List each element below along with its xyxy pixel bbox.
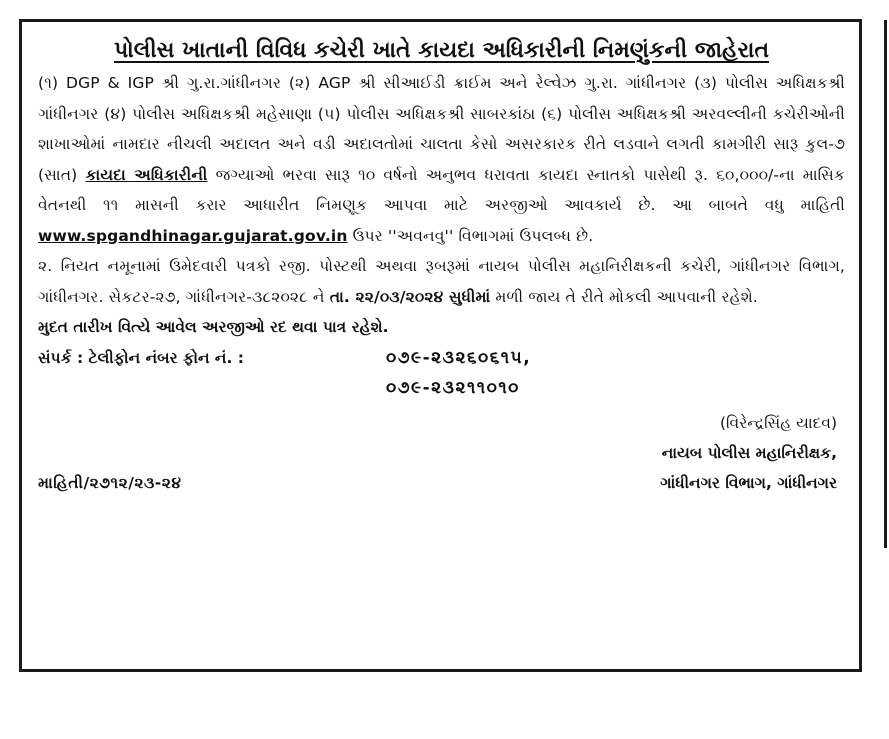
contact-spacer — [38, 373, 386, 404]
notice-title: પોલીસ ખાતાની વિવિધ કચેરી ખાતે કાયદા અધિકારીની નિમણુંકની જાહેરાત — [113, 38, 770, 63]
phone-number-2: ૦૭૯-૨૩૨૧૧૦૧૦ — [386, 378, 520, 398]
paragraph-1-text-cont: જગ્યાઓ ભરવા સારૂ ૧૦ વર્ષનો અનુભવ ધરાવતા કાયદા સ્નાતકો પાસેથી રૂ. ૬૦,૦૦૦/-ના માસિક વેતનથી ૧૧ માસની કરાર આધારીત નિમણૂક આપવા માટે અરજીઓ આવકાર્ય છે. આ બાબતે વધુ માહિતી — [38, 165, 845, 214]
deadline-date: તા. ૨૨/૦૩/૨૦૨૪ સુધીમાં — [329, 287, 491, 306]
contact-row — [38, 343, 845, 374]
website-link[interactable]: www.spgandhinagar.gujarat.gov.in — [38, 226, 348, 245]
contact-row-2 — [38, 373, 845, 404]
paragraph-2 — [38, 251, 845, 312]
paragraph-1-text: (૧) DGP & IGP શ્રી ગુ.રા.ગાંધીનગર (૨) AGP શ્રી સીઆઈડી ક્રાઈમ અને રેલ્વેઝ ગુ.રા. ગાંધીનગર (૩) પોલીસ અધિક્ષકશ્રી ગાંધીનગર (૪) પોલીસ અધિક્ષકશ્રી મહેસાણા (૫) પોલીસ અધિક્ષકશ્રી સાબરકાંઠા (૬) પોલીસ અધિક્ષકશ્રી અરવલ્લીની કચેરીઓની શાખાઓમાં નામદાર નીચલી અદાલત અને વડી અદાલતોમાં ચાલતા કેસો અસરકારક રીતે લડવાને લગતી કામગીરી સારૂ કુલ-૭ (સાત) — [38, 74, 845, 184]
contact-label: સંપર્ક : ટેલીફોન નંબર ફોન નં. : — [38, 348, 244, 367]
law-officer-highlight: કાયદા અધિકારીની — [85, 165, 208, 184]
signatory-office: ગાંધીનગર વિભાગ, ગાંધીનગર — [660, 473, 837, 492]
paragraph-2-text-end: મળી જાય તે રીતે મોકલી આપવાની રહેશે. — [490, 287, 758, 306]
reference-number: માહિતી/૨૭૧૨/૨૩-૨૪ — [38, 473, 182, 492]
paragraph-1-text-end: ઉપર ''અવનવુ'' વિભાગમાં ઉપલબ્ધ છે. — [347, 226, 594, 245]
advertisement-box — [19, 19, 862, 672]
signatory-title: નાયબ પોલીસ મહાનિરીક્ષક, — [661, 443, 837, 462]
phone-number-1: ૦૭૯-૨૩૨૬૦૬૧૫, — [386, 347, 532, 368]
paragraph-1 — [38, 68, 845, 251]
signatory-name: (વિરેન્દ્રસિંહ યાદવ) — [719, 413, 837, 432]
footer-row — [38, 468, 845, 498]
paragraph-2-text: ૨. નિયત નમૂનામાં ઉમેદવારી પત્રકો રજી. પોસ્ટથી અથવા રૂબરૂમાં નાયબ પોલીસ મહાનિરીક્ષકની કચેરી, ગાંધીનગર વિભાગ, ગાંધીનગર. સેકટર-૨૭, ગાંધીનગર-૩૮૨૦૨૮ ને — [38, 257, 845, 306]
late-application-note: મુદત તારીખ વિત્યે આવેલ અરજીઓ રદ થવા પાત્ર રહેશે. — [38, 318, 389, 336]
signature-block — [38, 408, 845, 468]
page-edge-rule — [884, 20, 887, 548]
